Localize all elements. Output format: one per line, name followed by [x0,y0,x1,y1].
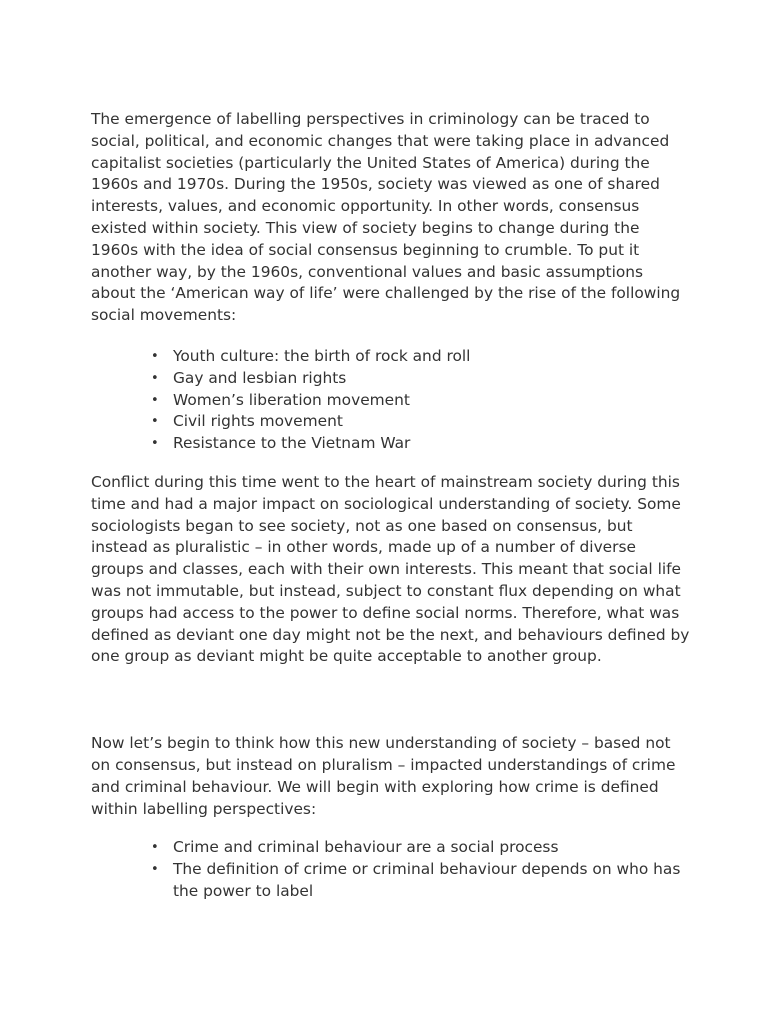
conflict-paragraph: Conflict during this time went to the heart of mainstream society during this time and had a major impact on sociological understanding of society. Some sociologists began to see society, not as one based on consensus, but instead as pluralistic – in other words, made up of a number of diverse groups and classes, each with their own interests. This meant that social life was not immutable, but instead, subject to constant flux depending on what groups had access to the power to define social norms. Therefore, what was defined as deviant one day might not be the next, and behaviours defined by one group as deviant might be quite acceptable to another group. [91,472,690,666]
section-spacer [91,668,691,733]
list-item: • Women’s liberation movement [173,390,691,412]
list-item: • Resistance to the Vietnam War [173,433,691,455]
list-item: • Youth culture: the birth of rock and roll [173,346,691,368]
document-body [91,109,691,903]
list-item: • Crime and criminal behaviour are a social process [173,837,691,859]
social-movements-list [91,346,691,455]
intro-paragraph: The emergence of labelling perspectives in criminology can be traced to social, political, and economic changes that were taking place in advanced capitalist societies (particularly the United States of America) during the 1960s and 1970s. During the 1950s, society was viewed as one of shared interests, values, and economic opportunity. In other words, consensus existed within society. This view of society begins to change during the 1960s with the idea of social consensus beginning to crumble. To put it another way, by the 1960s, conventional values and basic assumptions about the ‘American way of life’ were challenged by the rise of the following social movements: [91,110,681,325]
crime-definition-list [91,837,691,902]
list-item: • Gay and lesbian rights [173,368,691,390]
pluralism-paragraph: Now let’s begin to think how this new understanding of society – based not on consensus, but instead on pluralism – impacted understandings of crime and criminal behaviour. We will begin with exploring how crime is defined within labelling perspectives: [91,734,676,818]
list-item: • Civil rights movement [173,411,691,433]
list-item: • The definition of crime or criminal behaviour depends on who has the power to label [173,859,691,903]
